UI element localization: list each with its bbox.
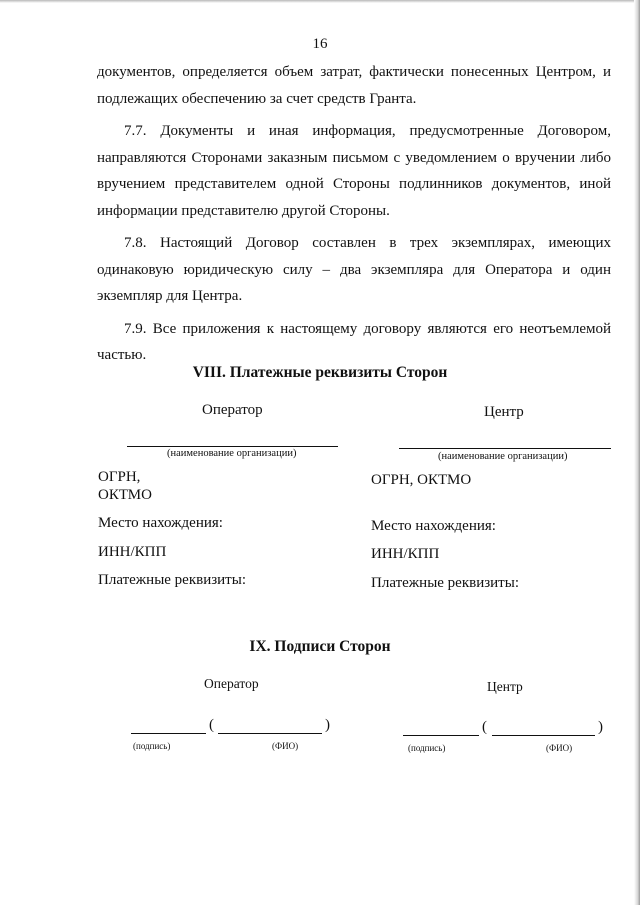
section-9-title: IX. Подписи Сторон [249, 638, 391, 655]
operator-sign-heading: Оператор [204, 676, 259, 691]
center-inn: ИНН/КПП [371, 546, 440, 562]
paragraph-7-8: 7.8. Настоящий Договор составлен в трех экземплярах, имеющих одинаковую юридическую силу – два экземпляра для Оператора и один экземпляр для Центра. [97, 235, 611, 304]
center-org-caption: (наименование организации) [438, 451, 568, 462]
page-number: 16 [312, 36, 328, 52]
center-sign-heading: Центр [487, 679, 523, 694]
center-fio-line [492, 735, 595, 736]
center-fio-caption: (ФИО) [546, 743, 573, 753]
operator-signature-line [131, 733, 206, 734]
operator-oktmo: ОКТМО [98, 487, 152, 503]
operator-fio-caption: (ФИО) [272, 741, 299, 751]
center-payment: Платежные реквизиты: [371, 575, 519, 591]
center-signature-line [403, 735, 479, 736]
operator-ogrn: ОГРН, [98, 469, 141, 485]
center-location: Место нахождения: [371, 518, 496, 534]
operator-heading: Оператор [202, 402, 263, 418]
operator-fio-line [218, 733, 322, 734]
operator-open-paren: ( [209, 717, 214, 733]
center-close-paren: ) [598, 719, 603, 735]
section-8-title: VIII. Платежные реквизиты Сторон [192, 364, 448, 381]
scan-right-edge [634, 0, 640, 905]
document-body [97, 59, 611, 369]
operator-org-caption: (наименование организации) [167, 448, 297, 459]
center-ogrn-oktmo: ОГРН, ОКТМО [371, 472, 472, 488]
operator-inn: ИНН/КПП [98, 544, 167, 560]
operator-payment: Платежные реквизиты: [98, 572, 246, 588]
center-heading: Центр [484, 404, 524, 420]
center-org-name-line [399, 448, 611, 449]
scan-top-edge [0, 0, 640, 3]
paragraph-continuation: документов, определяется объем затрат, фактически понесенных Центром, и подлежащих обеспечению за счет средств Гранта. [97, 64, 611, 107]
operator-sign-caption: (подпись) [133, 741, 171, 751]
operator-org-name-line [127, 446, 338, 447]
paragraph-7-7: 7.7. Документы и иная информация, предусмотренные Договором, направляются Сторонами заказным письмом с уведомлением о вручении либо вручением представителем одной Стороны подлинников документов, иной информации представителю другой Стороны. [97, 123, 611, 219]
operator-close-paren: ) [325, 717, 330, 733]
center-sign-caption: (подпись) [408, 743, 446, 753]
paragraph-7-9: 7.9. Все приложения к настоящему договору являются его неотъемлемой частью. [97, 320, 611, 363]
operator-location: Место нахождения: [98, 515, 223, 531]
center-open-paren: ( [482, 719, 487, 735]
